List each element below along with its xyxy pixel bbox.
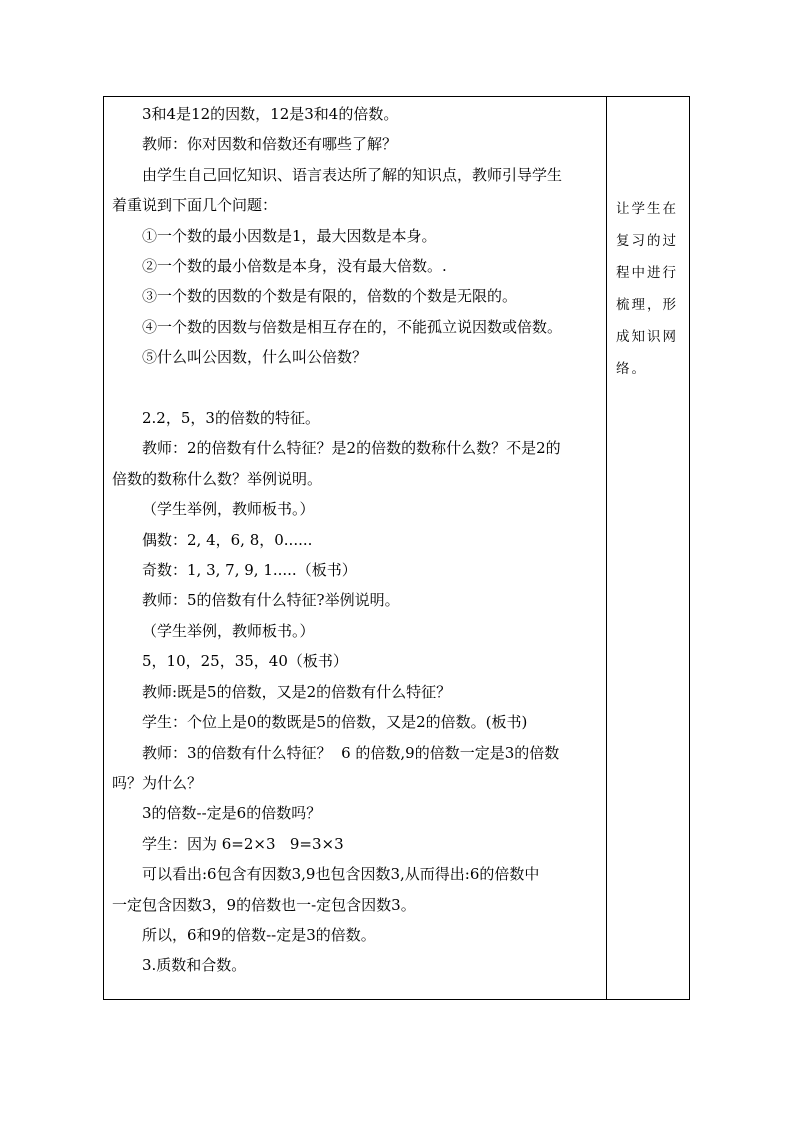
list-item: ③一个数的因数的个数是有限的，倍数的个数是无限的。 [142, 287, 518, 306]
list-item: ①一个数的最小因数是1，最大因数是本身。 [142, 226, 437, 245]
text-line: （学生举例，教师板书。） [142, 621, 315, 640]
text-line: 着重说到下面几个问题： [112, 196, 278, 215]
text-line: 教师：2的倍数有什么特征？是2的倍数的数称什么数？不是2的 [142, 439, 561, 458]
design-intent-column [607, 97, 689, 999]
text-line: 吗？为什么？ [112, 773, 203, 792]
text-line: 教师：3的倍数有什么特征？ 6 的倍数,9的倍数一定是3的倍数 [142, 743, 560, 762]
side-note-line: 络。 [616, 361, 647, 377]
text-line: 由学生自己回忆知识、语言表达所了解的知识点，教师引导学生 [142, 165, 563, 184]
text-line: 所以，6和9的倍数--定是3的倍数。 [142, 925, 376, 944]
side-note-line: 程中进行 [616, 265, 678, 281]
text-line: 偶数：2, 4，6, 8，0...... [142, 530, 313, 549]
lesson-table [103, 96, 690, 1000]
section-heading: 2.2，5，3的倍数的特征。 [142, 409, 320, 428]
list-item: ⑤什么叫公因数，什么叫公倍数？ [142, 348, 368, 367]
text-line: 教师：你对因数和倍数还有哪些了解？ [142, 135, 398, 154]
side-note-line: 让学生在 [616, 201, 678, 217]
text-line: 奇数：1, 3, 7, 9, 1.....（板书） [142, 561, 357, 580]
side-note-line: 成知识网 [616, 329, 678, 345]
text-line: 教师：5的倍数有什么特征?举例说明。 [142, 591, 400, 610]
text-line: 学生：因为 6=2×3 9=3×3 [142, 834, 344, 853]
list-item: ④一个数的因数与倍数是相互存在的，不能孤立说因数或倍数。 [142, 317, 563, 336]
text-line: 3的倍数--定是6的倍数吗？ [142, 804, 322, 823]
list-item: ②一个数的最小倍数是本身，没有最大倍数。. [142, 257, 447, 276]
lesson-content-column [104, 97, 606, 999]
text-line: 教师:既是5的倍数，又是2的倍数有什么特征？ [142, 682, 452, 701]
text-line: （学生举例，教师板书。） [142, 500, 315, 519]
spacer [112, 373, 602, 403]
side-note-line: 梳理，形 [616, 297, 678, 313]
text-line: 一定包含因数3，9的倍数也一-定包含因数3。 [112, 895, 416, 914]
text-line: 3和4是12的因数，12是3和4的倍数。 [142, 105, 399, 123]
text-line: 可以看出:6包含有因数3,9也包含因数3,从而得出:6的倍数中 [142, 865, 540, 884]
side-note-line: 复习的过 [616, 233, 678, 249]
section-heading: 3.质数和合数。 [142, 956, 247, 975]
text-line: 学生：个位上是0的数既是5的倍数，又是2的倍数。(板书) [142, 713, 528, 732]
text-line: 倍数的数称什么数？举例说明。 [112, 469, 323, 488]
text-line: 5，10，25，35，40（板书） [142, 652, 348, 671]
